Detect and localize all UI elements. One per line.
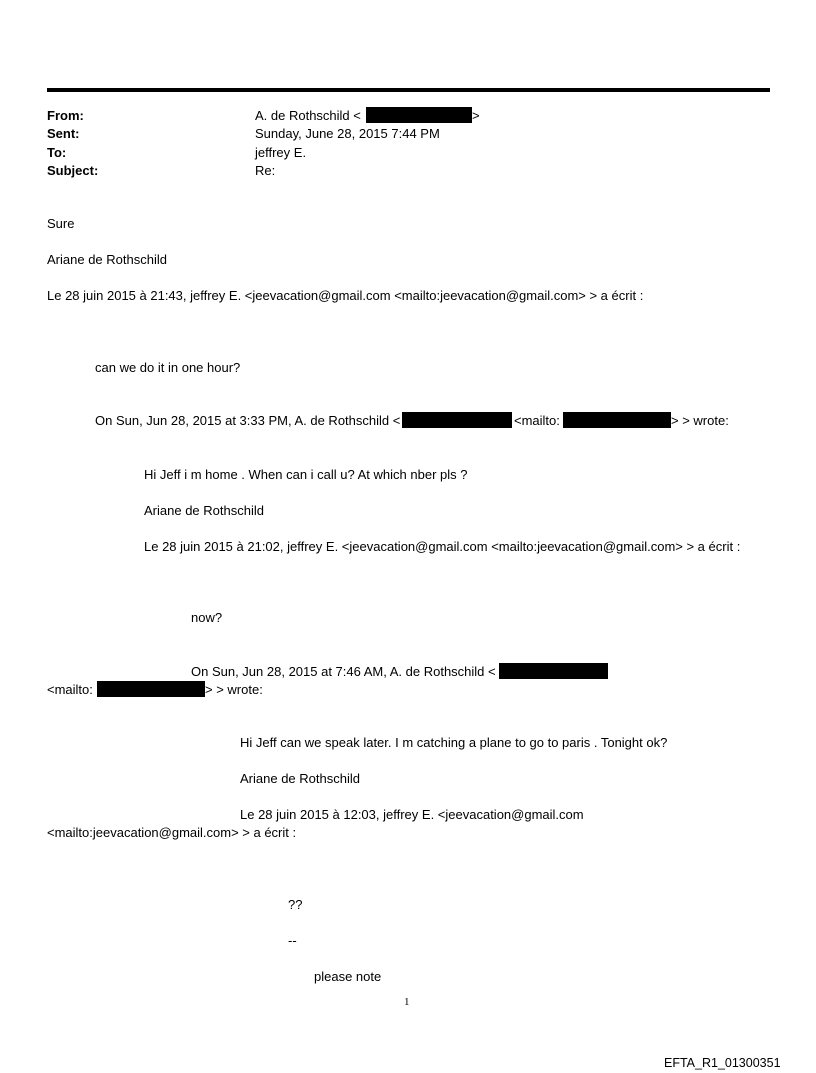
body-line: Hi Jeff can we speak later. I m catching a plane to go to paris . Tonight ok?: [240, 735, 668, 750]
header-rule: [47, 88, 770, 92]
body-line: Sure: [47, 216, 75, 231]
redaction-box: [97, 681, 205, 697]
body-line: > > wrote:: [205, 682, 263, 697]
body-line: <mailto:: [514, 413, 560, 428]
redaction-box: [402, 412, 512, 428]
body-line: On Sun, Jun 28, 2015 at 7:46 AM, A. de Rothschild <: [191, 664, 496, 679]
sent-label: Sent:: [47, 126, 80, 141]
document-id: EFTA_R1_01300351: [664, 1056, 781, 1070]
redaction-box: [499, 663, 608, 679]
to-label: To:: [47, 145, 67, 160]
from-value: A. de Rothschild <: [255, 108, 361, 123]
body-line: --: [288, 933, 297, 948]
redaction-box: [366, 107, 472, 123]
body-line: > > wrote:: [671, 413, 729, 428]
body-line: ??: [288, 897, 303, 912]
body-line: can we do it in one hour?: [95, 360, 241, 375]
subject-value: Re:: [255, 163, 276, 178]
body-line: Ariane de Rothschild: [47, 252, 167, 267]
body-line: On Sun, Jun 28, 2015 at 3:33 PM, A. de Rothschild <: [95, 413, 401, 428]
from-value-end: >: [472, 108, 480, 123]
body-line: please note: [314, 969, 382, 984]
subject-label: Subject:: [47, 163, 99, 178]
body-line: <mailto:: [47, 682, 93, 697]
body-line: Hi Jeff i m home . When can i call u? At which nber pls ?: [144, 467, 468, 482]
page-number: 1: [404, 996, 410, 1008]
sent-value: Sunday, June 28, 2015 7:44 PM: [255, 126, 440, 141]
body-line: Le 28 juin 2015 à 21:43, jeffrey E. <jeevacation@gmail.com <mailto:jeevacation@gmail.com> > a écrit :: [47, 288, 644, 303]
to-value: jeffrey E.: [255, 145, 307, 160]
body-line: Ariane de Rothschild: [144, 503, 264, 518]
redaction-box: [563, 412, 671, 428]
body-line: Le 28 juin 2015 à 21:02, jeffrey E. <jeevacation@gmail.com <mailto:jeevacation@gmail.com> > a écrit :: [144, 539, 741, 554]
body-line: Ariane de Rothschild: [240, 771, 360, 786]
body-line: <mailto:jeevacation@gmail.com> > a écrit :: [47, 825, 297, 840]
body-line: now?: [191, 610, 223, 625]
body-line: Le 28 juin 2015 à 12:03, jeffrey E. <jeevacation@gmail.com: [240, 807, 584, 822]
from-label: From:: [47, 108, 84, 123]
